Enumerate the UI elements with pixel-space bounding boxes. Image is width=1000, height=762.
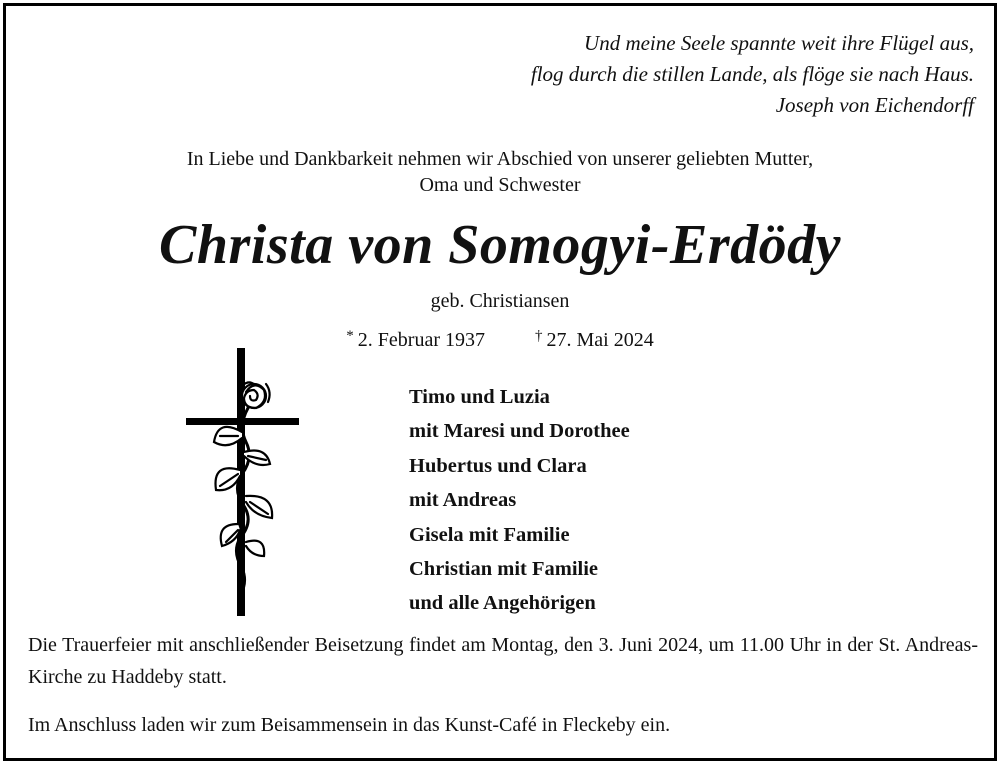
obituary-notice: [3, 3, 997, 761]
intro-line-2: Oma und Schwester: [419, 174, 581, 196]
mourner-line: Hubertus und Clara: [409, 454, 587, 477]
mourner-line: mit Maresi und Dorothee: [409, 420, 630, 443]
mourner-line: Christian mit Familie: [409, 558, 599, 581]
maiden-name: geb. Christiansen: [430, 290, 570, 312]
mourner-line: mit Andreas: [409, 489, 517, 512]
mourner-line: Gisela mit Familie: [409, 523, 570, 546]
poem-quote: [414, 28, 974, 121]
funeral-info: Die Trauerfeier mit anschließender Beisetzung findet am Montag, den 3. Juni 2024, um 11.00 Uhr in der St. Andreas-Kirche zu Haddeby statt.: [28, 634, 978, 688]
mourner-line: Timo und Luzia: [409, 386, 550, 408]
death-symbol: †: [534, 328, 543, 344]
deceased-name: Christa von Somogyi-Erdödy: [159, 214, 841, 276]
birth-date: 2. Februar 1937: [357, 329, 485, 351]
mourner-line: und alle Angehörigen: [409, 592, 596, 615]
life-dates: [6, 323, 994, 353]
poem-line-1: Und meine Seele spannte weit ihre Flügel aus,: [584, 31, 974, 55]
intro-text: [6, 146, 994, 198]
intro-line-1: In Liebe und Dankbarkeit nehmen wir Abschied von unserer geliebten Mutter,: [186, 148, 814, 170]
cross-with-rose-icon: [182, 346, 306, 618]
birth-symbol: *: [346, 328, 354, 344]
poem-author: Joseph von Eichendorff: [775, 93, 974, 117]
mourners-list: [409, 380, 630, 621]
death-date: 27. Mai 2024: [546, 329, 654, 351]
reception-invitation: Im Anschluss laden wir zum Beisammensein in das Kunst-Café in Fleckeby ein.: [28, 714, 671, 736]
poem-line-2: flog durch die stillen Lande, als flöge sie nach Haus.: [530, 62, 974, 86]
